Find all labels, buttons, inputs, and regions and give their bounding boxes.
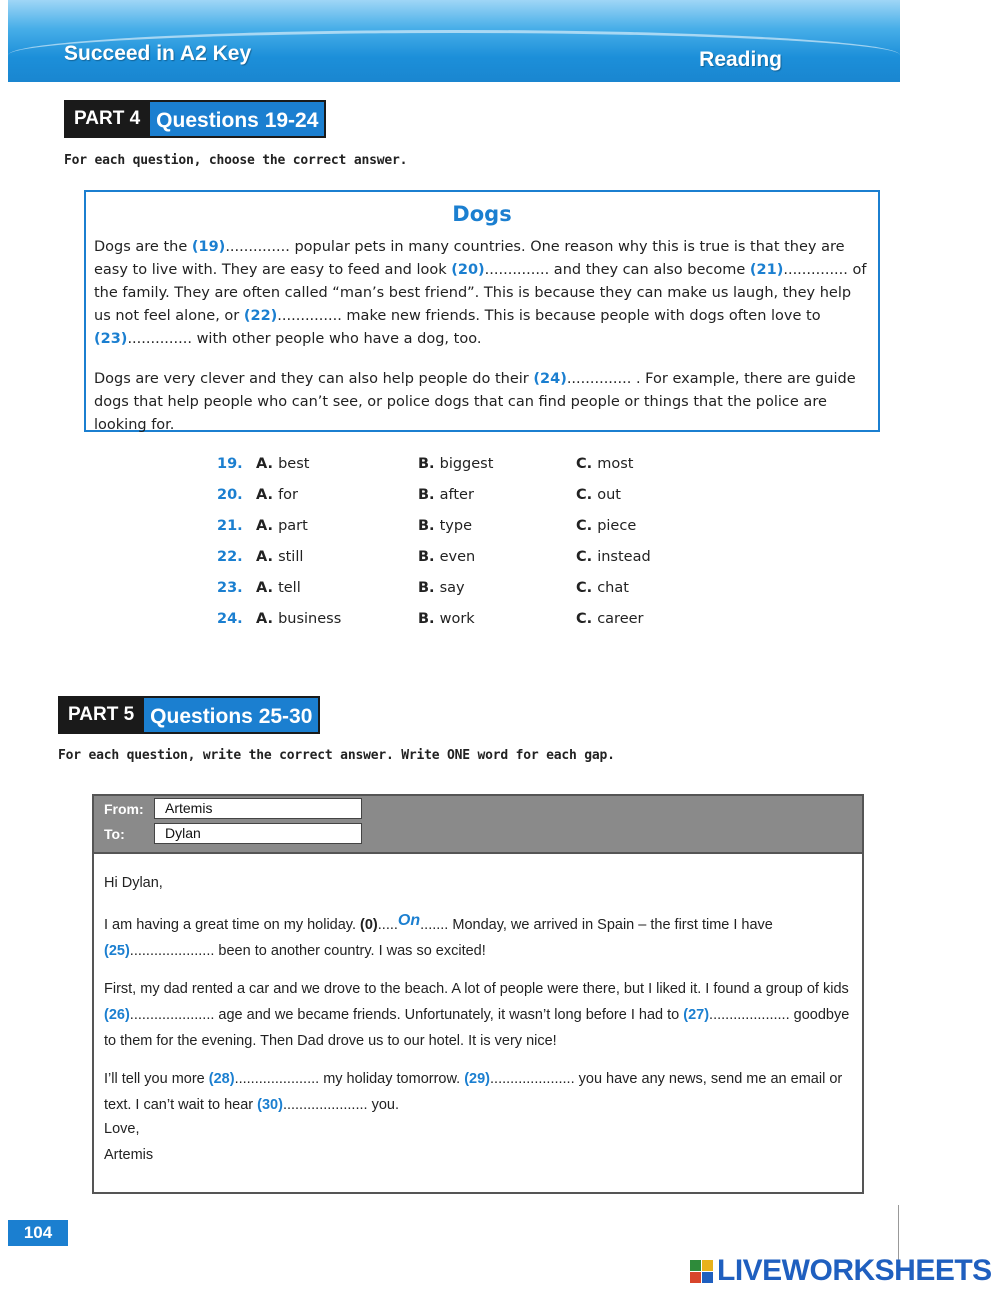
text-run: ..................... you.: [282, 1097, 399, 1113]
option-text: type: [439, 518, 473, 534]
option-letter: C.: [576, 549, 598, 565]
option-text: for: [278, 487, 298, 503]
option-a: [256, 547, 303, 567]
option-row-number: [217, 609, 243, 629]
question-number: 24.: [217, 611, 243, 627]
option-letter: A.: [256, 487, 279, 503]
option-letter: B.: [418, 611, 440, 627]
text-run: .............. . For example, there are guide dogs that help people who can’t see, or police dogs that can find people or things that the police are looking for.: [94, 371, 856, 433]
email-paragraph-1: [104, 912, 852, 964]
option-b: [418, 485, 474, 505]
option-letter: B.: [418, 580, 440, 596]
question-number: 23.: [217, 580, 243, 596]
option-row-number: [217, 485, 243, 505]
page-number: 104: [8, 1220, 68, 1246]
text-run: .............. make new friends. This is because people with dogs often love to: [277, 308, 821, 324]
gap-number: (30): [257, 1097, 283, 1113]
text-run: ..................... been to another country. I was so excited!: [129, 943, 486, 959]
gap-number: (23): [94, 331, 128, 347]
option-row-number: [217, 547, 243, 567]
part5-label: [58, 696, 320, 734]
example-number: (0): [360, 917, 378, 933]
liveworksheets-logo: [690, 1254, 992, 1288]
option-letter: B.: [418, 487, 440, 503]
dogs-text-box: [84, 190, 880, 432]
option-text: biggest: [439, 456, 494, 472]
option-text: best: [278, 456, 310, 472]
option-text: say: [439, 580, 465, 596]
option-letter: B.: [418, 456, 440, 472]
text-run: Dogs are the: [94, 239, 192, 255]
part5-instruction: For each question, write the correct answer. Write ONE word for each gap.: [58, 748, 615, 763]
to-label: To:: [104, 826, 125, 842]
option-b: [418, 547, 475, 567]
option-a: [256, 485, 298, 505]
text-run: .............. and they can also become: [484, 262, 750, 278]
question-number: 22.: [217, 549, 243, 565]
option-text: career: [597, 611, 644, 627]
option-letter: C.: [576, 518, 598, 534]
option-c: [576, 454, 633, 474]
gap-number: (26): [104, 1007, 130, 1023]
gap-number: (21): [749, 262, 784, 278]
gap-number: (28): [208, 1071, 235, 1087]
option-text: still: [278, 549, 304, 565]
email-signature: Artemis: [104, 1147, 154, 1163]
option-letter: A.: [256, 611, 279, 627]
section-title: Reading: [699, 48, 782, 71]
gap-number: (25): [104, 943, 130, 959]
text-run: .............. with other people who have a dog, too.: [127, 331, 482, 347]
text-run: ..................... you have any news, send me an email or text. I can’t wait to hear: [104, 1071, 843, 1113]
question-number: 19.: [217, 456, 243, 472]
email-closing: Love,: [104, 1121, 140, 1137]
text-run: I am having a great time on my holiday.: [104, 917, 361, 933]
option-row-number: [217, 454, 243, 474]
part5-questions: Questions 25-30: [144, 696, 320, 734]
option-text: most: [597, 456, 634, 472]
gap-number: (24): [533, 371, 567, 387]
part5-number: PART 5: [58, 696, 144, 734]
dogs-paragraph-2: [94, 368, 872, 437]
series-title: Succeed in A2 Key: [64, 42, 252, 65]
gap-number: (19): [191, 239, 226, 255]
text-run: ..................... age and we became friends. Unfortunately, it wasn’t long before I had to: [129, 1007, 684, 1023]
email-paragraph-2: [104, 976, 852, 1054]
example-answer: On: [397, 912, 421, 929]
option-letter: A.: [256, 549, 279, 565]
option-letter: B.: [418, 549, 440, 565]
brand-name: LIVEWORKSHEETS: [717, 1254, 992, 1287]
text-run: First, my dad rented a car and we drove to the beach. A lot of people were there, but I liked it. I found a group of kids: [104, 981, 849, 997]
option-c: [576, 578, 629, 598]
option-text: chat: [597, 580, 629, 596]
text-run: ..................... my holiday tomorrow.: [234, 1071, 465, 1087]
option-text: piece: [597, 518, 637, 534]
option-row-number: [217, 578, 243, 598]
option-b: [418, 454, 493, 474]
option-text: business: [278, 611, 342, 627]
text-run: I’ll tell you more: [104, 1071, 209, 1087]
text-run: Dogs are very clever and they can also help people do their: [94, 371, 534, 387]
option-letter: C.: [576, 611, 598, 627]
option-a: [256, 516, 308, 536]
question-number: 20.: [217, 487, 243, 503]
from-field: Artemis: [154, 798, 362, 819]
option-b: [418, 609, 475, 629]
gap-number: (22): [243, 308, 278, 324]
email-box: [92, 794, 864, 1194]
option-letter: A.: [256, 580, 279, 596]
option-text: work: [439, 611, 475, 627]
email-paragraph-3: [104, 1066, 852, 1118]
text-run: .............. popular pets in many countries. One reason why this is true is that they are easy to live with. They are easy to feed and look: [94, 239, 845, 278]
to-field: Dylan: [154, 823, 362, 844]
option-row-number: [217, 516, 243, 536]
option-letter: A.: [256, 518, 279, 534]
option-b: [418, 516, 472, 536]
option-text: tell: [278, 580, 301, 596]
text-run: .................... goodbye to them for the evening. Then Dad drove us to our hotel. It is very nice!: [104, 1007, 850, 1049]
option-text: instead: [597, 549, 651, 565]
option-letter: C.: [576, 487, 598, 503]
option-c: [576, 609, 644, 629]
option-text: even: [439, 549, 476, 565]
email-header: [94, 796, 862, 854]
option-c: [576, 516, 636, 536]
part4-number: PART 4: [64, 100, 150, 138]
text-run: .............. of the family. They are often called “man’s best friend”. This is because they can make us laugh, they help us not feel alone, or: [94, 262, 867, 324]
part4-label: [64, 100, 326, 138]
gap-number: (20): [451, 262, 485, 278]
part4-instruction: For each question, choose the correct answer.: [64, 153, 408, 168]
option-b: [418, 578, 465, 598]
text-run: .....: [377, 917, 398, 933]
question-number: 21.: [217, 518, 243, 534]
option-letter: A.: [256, 456, 279, 472]
option-letter: C.: [576, 580, 598, 596]
text-run: ....... Monday, we arrived in Spain – the first time I have: [420, 917, 773, 933]
dogs-paragraph-1: [94, 236, 872, 351]
option-text: out: [597, 487, 621, 503]
option-text: part: [278, 518, 308, 534]
option-a: [256, 454, 309, 474]
gap-number: (27): [683, 1007, 710, 1023]
email-greeting: Hi Dylan,: [104, 875, 163, 891]
from-label: From:: [104, 801, 144, 817]
option-letter: B.: [418, 518, 440, 534]
option-text: after: [439, 487, 474, 503]
gap-number: (29): [464, 1071, 491, 1087]
option-c: [576, 485, 621, 505]
option-c: [576, 547, 651, 567]
dogs-title: Dogs: [452, 202, 512, 226]
option-letter: C.: [576, 456, 598, 472]
option-a: [256, 609, 341, 629]
option-a: [256, 578, 301, 598]
liveworksheets-icon: [690, 1260, 713, 1283]
part4-questions: Questions 19-24: [150, 100, 326, 138]
